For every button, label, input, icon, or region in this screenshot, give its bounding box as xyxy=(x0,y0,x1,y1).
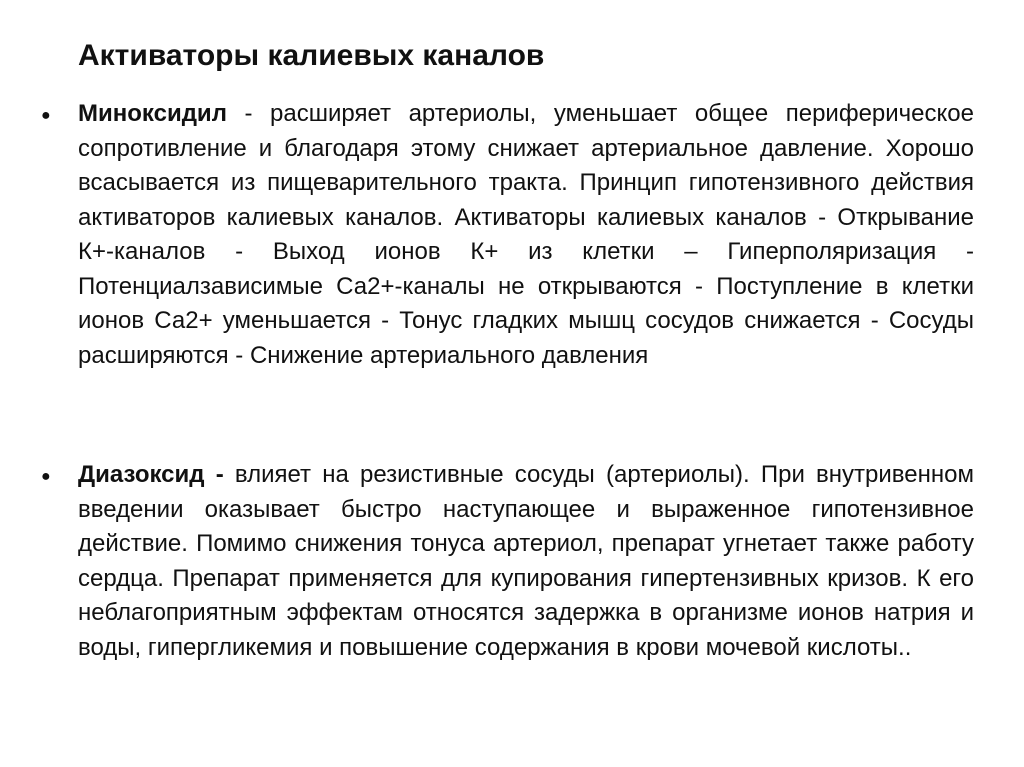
slide-title: Активаторы калиевых каналов xyxy=(78,39,545,72)
bullet-text xyxy=(78,458,974,665)
drug-name: Диазоксид - xyxy=(78,461,224,488)
drug-description: - расширяет артериолы, уменьшает общее периферическое сопротивление и благодаря этому снижает артериальное давление. Хорошо всасывается из пищеварительного тракта. Принцип гипотензивного действия активаторов калиевых каналов. Активаторы калиевых каналов - Открывание К+-каналов - Выход ионов К+ из клетки – Гиперполяризация - Потенциалзависимые Са2+-каналы не открываются - Поступление в клетки ионов Са2+ уменьшается - Тонус гладких мышц сосудов снижается - Сосуды расширяются - Снижение артериального давления xyxy=(78,100,974,369)
bullet-dot-icon: ● xyxy=(41,468,51,485)
drug-name: Миноксидил xyxy=(78,100,227,127)
bullet-dot-icon: ● xyxy=(41,107,51,124)
drug-description: влияет на резистивные сосуды (артериолы). При внутривенном введении оказывает быстро наступающее и выраженное гипотензивное действие. Помимо снижения тонуса артериол, препарат угнетает также работу сердца. Препарат применяется для купирования гипертензивных кризов. К его неблагоприятным эффектам относятся задержка в организме ионов натрия и воды, гипергликемия и повышение содержания в крови мочевой кислоты.. xyxy=(78,461,974,661)
bullet-text xyxy=(78,97,974,373)
